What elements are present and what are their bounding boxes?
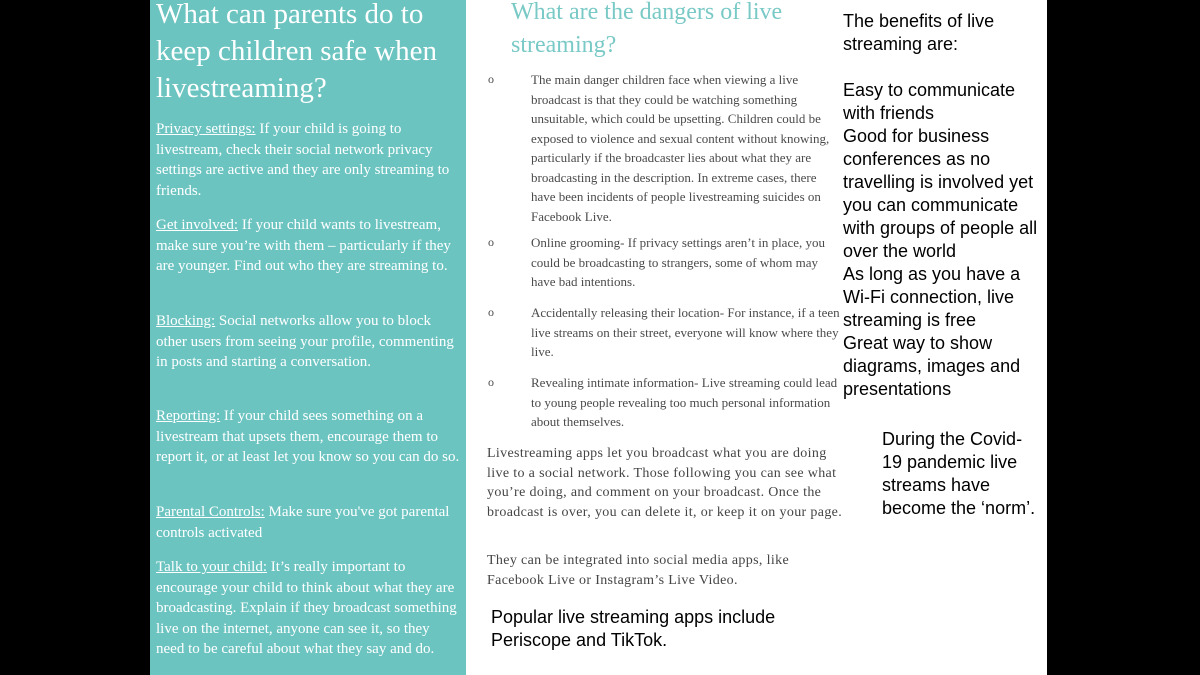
benefits-heading: The benefits of live streaming are: xyxy=(843,11,995,54)
dangers-title: What are the dangers of live streaming? xyxy=(511,0,783,58)
tip-reporting xyxy=(156,406,461,468)
tip-heading: Reporting: xyxy=(156,408,221,424)
parents-tips-panel xyxy=(150,0,466,675)
tip-text: It’s really important to encourage your child to think about what they are broadcasting. Explain if they broadcast something live on the internet, anyone can see it, so they need to be careful about what they say and do. xyxy=(156,559,457,657)
slide xyxy=(150,0,1047,675)
bullet-glyph: o xyxy=(488,375,494,389)
tip-heading: Blocking: xyxy=(156,313,216,329)
livestreaming-apps-paragraph: Livestreaming apps let you broadcast what you are doing live to a social network. Those following you can see what you’re doing, and comment on your broadcast. Once the broadcast is over, you can delete it, or keep it on your page. xyxy=(487,446,843,520)
bullet-glyph: o xyxy=(488,72,494,86)
tip-text: Social networks allow you to block other users from seeing your profile, commenting in posts and starting a conversation. xyxy=(156,313,454,370)
tip-heading: Talk to your child: xyxy=(156,559,268,575)
popular-apps-text: Popular live streaming apps include Periscope and TikTok. xyxy=(491,607,776,650)
tip-get-involved xyxy=(156,215,461,277)
tip-privacy-settings xyxy=(156,119,461,201)
benefit-item: As long as you have a Wi-Fi connection, live streaming is free xyxy=(843,264,1021,330)
tip-talk-to-child xyxy=(156,557,461,660)
integration-paragraph: They can be integrated into social media apps, like Facebook Live or Instagram’s Live Video. xyxy=(487,553,790,588)
tip-heading: Parental Controls: xyxy=(156,504,265,520)
danger-text: Online grooming- If privacy settings aren’t in place, you could be broadcasting to strangers, some of whom may have bad intentions. xyxy=(531,235,825,289)
tip-text: If your child sees something on a livestream that upsets them, encourage them to report it, or at least let you know so you can do so. xyxy=(156,408,460,465)
benefit-item: Easy to communicate with friends xyxy=(843,80,1016,123)
tip-heading: Privacy settings: xyxy=(156,121,256,137)
tip-parental-controls xyxy=(156,502,461,543)
bullet-glyph: o xyxy=(488,235,494,249)
parents-tips-title: What can parents do to keep children safe when livestreaming? xyxy=(156,0,438,104)
danger-text: Accidentally releasing their location- For instance, if a teen live streams on their street, everyone will know where they live. xyxy=(531,305,840,359)
benefit-item: Great way to show diagrams, images and presentations xyxy=(843,333,1021,399)
benefit-item: Good for business conferences as no travelling is involved yet you can communicate with groups of people all over the world xyxy=(843,126,1038,261)
tip-heading: Get involved: xyxy=(156,217,239,233)
danger-text: The main danger children face when viewing a live broadcast is that they could be watching something unsuitable, which could be upsetting. Children could be exposed to violence and sexual content without knowing, particularly if the broadcaster lies about what they are broadcasting in the description. In extreme cases, there have been incidents of people livestreaming suicides on Facebook Live. xyxy=(531,72,830,224)
covid-note: During the Covid-19 pandemic live streams have become the ‘norm’. xyxy=(882,429,1036,518)
benefits-list xyxy=(843,10,1047,401)
tip-blocking xyxy=(156,311,461,373)
tip-text: Make sure you've got parental controls activated xyxy=(156,504,450,541)
bullet-glyph: o xyxy=(488,305,494,319)
danger-text: Revealing intimate information- Live streaming could lead to young people revealing too much personal information about themselves. xyxy=(531,375,838,429)
tip-text: If your child wants to livestream, make sure you’re with them – particularly if they are younger. Find out who they are streaming to. xyxy=(156,217,451,274)
tip-text: If your child is going to livestream, check their social network privacy settings are active and they are only streaming to friends. xyxy=(156,121,450,199)
